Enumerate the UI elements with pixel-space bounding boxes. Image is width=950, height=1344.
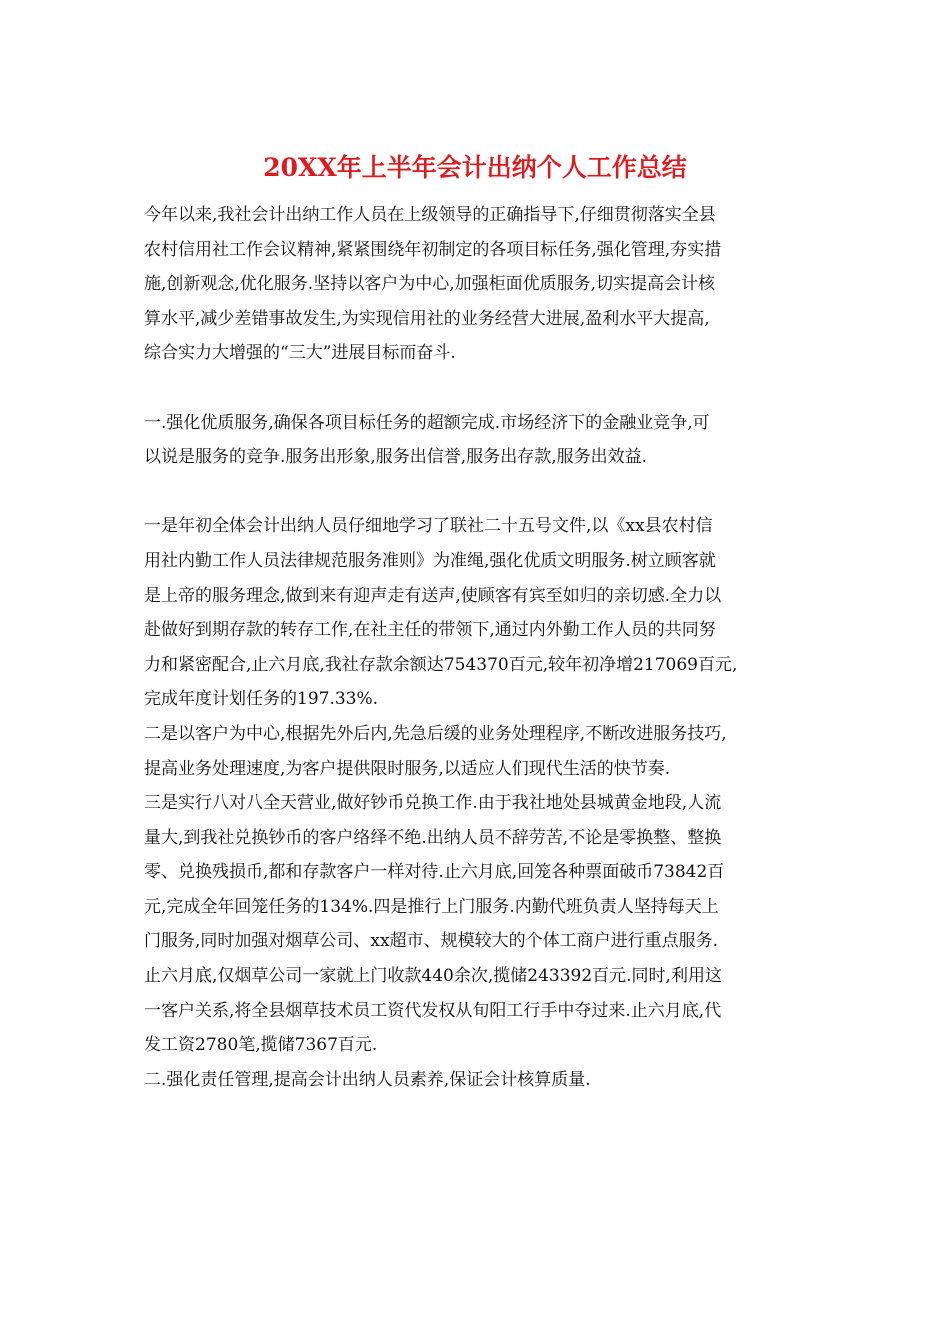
text-line: 三是实行八对八全天营业,做好钞币兑换工作.由于我社地处县城黄金地段,人流 [144, 793, 722, 814]
text-line: 发工资2780笔,揽储7367百元. [144, 1035, 378, 1056]
document-body [144, 198, 812, 1097]
paragraph-gap [144, 371, 812, 406]
text-line: 今年以来,我社会计出纳工作人员在上级领导的正确指导下,仔细贯彻落实全县 [144, 205, 716, 225]
document-title: 20XX年上半年会计出纳个人工作总结 [263, 153, 687, 182]
text-line: 赴做好到期存款的转存工作,在社主任的带领下,通过内外勤工作人员的共同努 [144, 620, 716, 641]
text-line: 零、兑换残损币,都和存款客户一样对待.止六月底,回笼各种票面破币73842百 [144, 862, 725, 883]
text-line: 一是年初全体会计出纳人员仔细地学习了联社二十五号文件,以《xx县农村信 [144, 516, 713, 537]
text-line: 力和紧密配合,止六月底,我社存款余额达754370百元,较年初净增217069百元, [144, 654, 738, 675]
text-line: 量大,到我社兑换钞币的客户络绎不绝.出纳人员不辞劳苦,不论是零换整、整换 [144, 827, 722, 848]
text-line: 门服务,同时加强对烟草公司、xx超市、规模较大的个体工商户进行重点服务. [144, 931, 718, 952]
text-line: 农村信用社工作会议精神,紧紧围绕年初制定的各项目标任务,强化管理,夯实措 [144, 239, 722, 260]
text-line: 是上帝的服务理念,做到来有迎声走有送声,使顾客有宾至如归的亲切感.全力以 [144, 585, 722, 606]
text-line: 一.强化优质服务,确保各项目标任务的超额完成.市场经济下的金融业竞争,可 [144, 412, 710, 433]
text-line: 提高业务处理速度,为客户提供限时服务,以适应人们现代生活的快节奏. [144, 758, 671, 779]
paragraph-gap [144, 475, 812, 510]
text-line: 完成年度计划任务的197.33%. [144, 689, 379, 710]
text-line: 一客户关系,将全县烟草技术员工资代发权从旬阳工行手中夺过来.止六月底,代 [144, 1000, 722, 1021]
text-line: 二是以客户为中心,根据先外后内,先急后缓的业务处理程序,不断改进服务技巧, [144, 723, 727, 744]
text-line: 止六月底,仅烟草公司一家就上门收款440余次,揽储243392百元.同时,利用这 [144, 966, 722, 987]
text-line: 二.强化责任管理,提高会计出纳人员素养,保证会计核算质量. [144, 1069, 591, 1090]
text-line: 算水平,减少差错事故发生,为实现信用社的业务经营大进展,盈利水平大提高, [144, 308, 710, 329]
text-line: 施,创新观念,优化服务.坚持以客户为中心,加强柜面优质服务,切实提高会计核 [144, 274, 716, 295]
text-line: 综合实力大增强的“三大”进展目标而奋斗. [144, 343, 456, 364]
text-line: 以说是服务的竞争.服务出形象,服务出信誉,服务出存款,服务出效益. [144, 447, 648, 468]
text-line: 元,完成全年回笼任务的134%.四是推行上门服务.内勤代班负责人坚持每天上 [144, 896, 719, 917]
text-line: 用社内勤工作人员法律规范服务准则》为准绳,强化优质文明服务.树立顾客就 [144, 550, 716, 571]
